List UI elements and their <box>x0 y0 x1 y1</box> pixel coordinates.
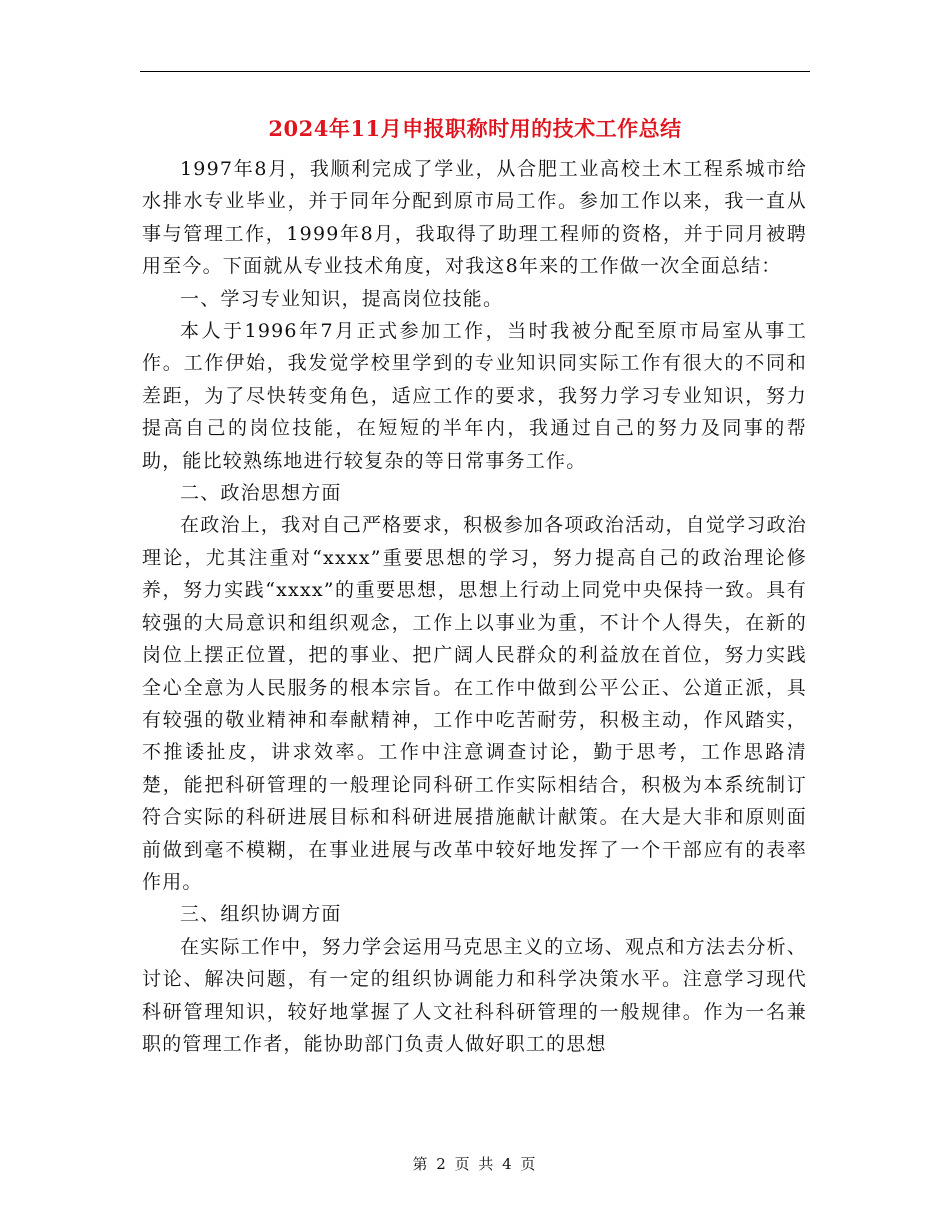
section-heading-1: 一、学习专业知识，提高岗位技能。 <box>180 287 504 310</box>
header-rule <box>140 71 810 72</box>
page-footer <box>0 1153 950 1174</box>
page-number: 第 2 页 共 4 页 <box>412 1155 538 1173</box>
document-title: 2024年11月申报职称时用的技术工作总结 <box>268 116 682 141</box>
section-heading-2: 二、政治思想方面 <box>180 482 342 505</box>
paragraph-section-1: 本人于1996年7月正式参加工作，当时我被分配至原市局室从事工作。工作伊始，我发觉学校里学到的专业知识同实际工作有很大的不同和差距，为了尽快转变角色，适应工作的要求，我努力学习专业知识，努力提高自己的岗位技能，在短短的半年内，我通过自己的努力及同事的帮助，能比较熟练地进行较复杂的等日常事务工作。 <box>142 320 807 472</box>
paragraph-intro: 1997年8月，我顺利完成了学业，从合肥工业高校土木工程系城市给水排水专业毕业，并于同年分配到原市局工作。参加工作以来，我一直从事与管理工作，1999年8月，我取得了助理工程师的资格，并于同月被聘用至今。下面就从专业技术角度，对我这8年来的工作做一次全面总结： <box>142 158 807 278</box>
section-heading-3: 三、组织协调方面 <box>180 903 342 926</box>
paragraph-section-3: 在实际工作中，努力学会运用马克思主义的立场、观点和方法去分析、讨论、解决问题，有一定的组织协调能力和科学决策水平。注意学习现代科研管理知识，较好地掌握了人文社科科研管理的一般规律。作为一名兼职的管理工作者，能协助部门负责人做好职工的思想 <box>142 935 807 1055</box>
document-body <box>142 153 807 1060</box>
paragraph-section-2: 在政治上，我对自己严格要求，积极参加各项政治活动，自觉学习政治理论，尤其注重对“xxxx”重要思想的学习，努力提高自己的政治理论修养，努力实践“xxxx”的重要思想，思想上行动上同党中央保持一致。具有较强的大局意识和组织观念，工作上以事业为重，不计个人得失，在新的岗位上摆正位置，把的事业、把广阔人民群众的利益放在首位，努力实践全心全意为人民服务的根本宗旨。在工作中做到公平公正、公道正派，具有较强的敬业精神和奉献精神，工作中吃苦耐劳，积极主动，作风踏实，不推诿扯皮，讲求效率。工作中注意调查讨论，勤于思考，工作思路清楚，能把科研管理的一般理论同科研工作实际相结合，积极为本系统制订符合实际的科研进展目标和科研进展措施献计献策。在大是大非和原则面前做到毫不模糊，在事业进展与改革中较好地发挥了一个干部应有的表率作用。 <box>142 514 807 893</box>
